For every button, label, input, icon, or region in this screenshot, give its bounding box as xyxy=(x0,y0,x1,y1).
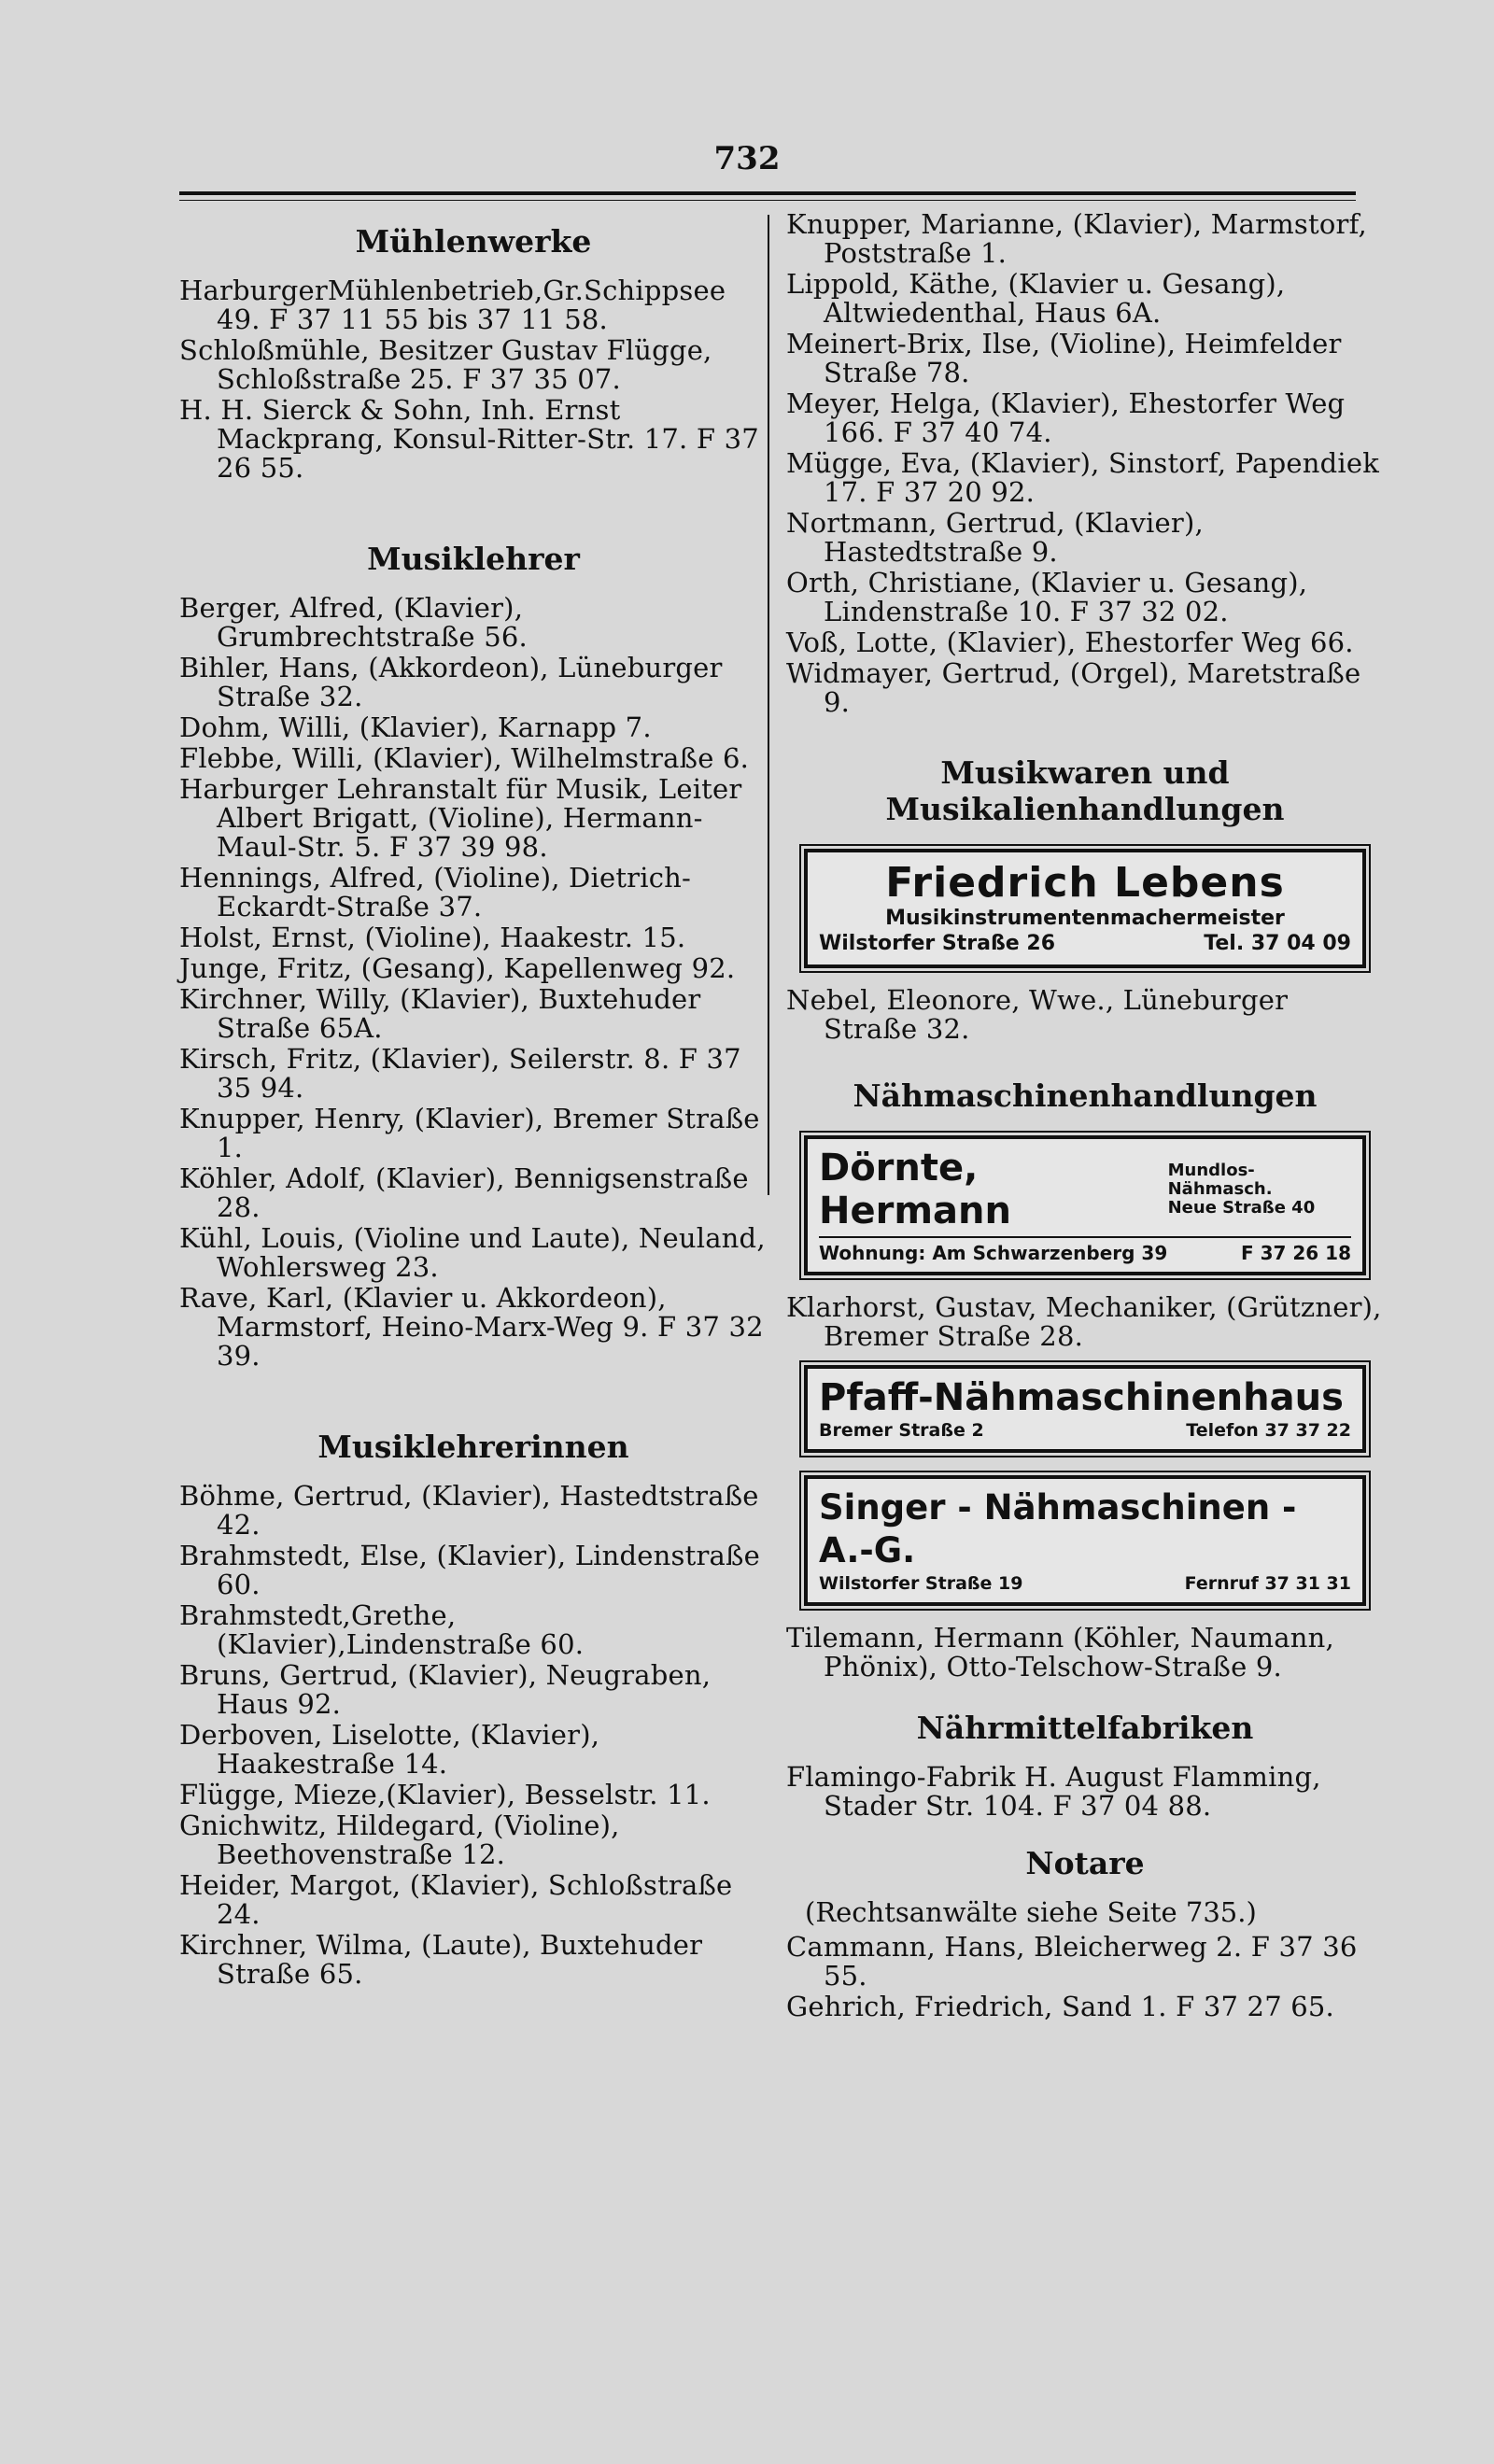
list-item: Cammann, Hans, Bleicherweg 2. F 37 36 55. xyxy=(786,1931,1358,1992)
ad-phone: Fernruf 37 31 31 xyxy=(1184,1573,1351,1594)
header-rule xyxy=(179,191,1356,195)
list-item: H. H. Sierck & Sohn, Inh. Ernst Mackprang, Konsul-Ritter-Str. 17. F 37 26 55. xyxy=(179,394,759,484)
ad-company-name: Friedrich Lebens xyxy=(885,859,1285,907)
list-item: Lippold, Käthe, (Klavier u. Gesang), Altwiedenthal, Haus 6A. xyxy=(786,268,1286,329)
ad-phone: Tel. 37 04 09 xyxy=(1204,932,1351,955)
header-rule-thin xyxy=(179,200,1356,201)
advertisement-box xyxy=(804,1135,1366,1275)
advertisement-box xyxy=(804,1475,1366,1606)
list-item: Knupper, Marianne, (Klavier), Marmstorf, Poststraße 1. xyxy=(786,208,1367,269)
list-item: Widmayer, Gertrud, (Orgel), Maretstraße 9. xyxy=(786,657,1361,718)
list-item: Gehrich, Friedrich, Sand 1. F 37 27 65. xyxy=(786,1991,1334,2022)
list-item: Köhler, Adolf, (Klavier), Bennigsenstraße 28. xyxy=(179,1162,749,1223)
ad-phone: F 37 26 18 xyxy=(1240,1242,1351,1264)
ad-company-name: Dörnte, Hermann xyxy=(819,1147,1011,1232)
section-heading: Nähmaschinenhandlungen xyxy=(853,1077,1318,1114)
list-item: Harburger Lehranstalt für Musik, Leiter Albert Brigatt, (Violine), Hermann-Maul-Str. 5. F 37 39 98. xyxy=(179,773,742,863)
section-heading: Musikwaren und Musikalienhandlungen xyxy=(885,754,1285,827)
list-item: Junge, Fritz, (Gesang), Kapellenweg 92. xyxy=(179,952,736,984)
list-item: Knupper, Henry, (Klavier), Bremer Straße 1. xyxy=(179,1103,760,1163)
cross-reference-note: (Rechtsanwälte siehe Seite 735.) xyxy=(805,1896,1257,1928)
list-item: Kühl, Louis, (Violine und Laute), Neuland, Wohlersweg 23. xyxy=(179,1222,766,1283)
list-item: Kirchner, Wilma, (Laute), Buxtehuder Straße 65. xyxy=(179,1929,703,1990)
list-item: HarburgerMühlenbetrieb,Gr.Schippsee 49. F 37 11 55 bis 37 11 58. xyxy=(179,275,726,335)
right-column xyxy=(786,210,1384,2023)
list-item: Brahmstedt, Else, (Klavier), Lindenstraße 60. xyxy=(179,1540,760,1600)
list-item: Nebel, Eleonore, Wwe., Lüneburger Straße 32. xyxy=(786,984,1289,1045)
list-item: Brahmstedt,Grethe,(Klavier),Lindenstraße 60. xyxy=(179,1599,585,1660)
ad-company-name: Singer - Nähmaschinen - A.-G. xyxy=(819,1487,1297,1570)
ad-contact-row xyxy=(819,1419,1351,1442)
list-item: Tilemann, Hermann (Köhler, Naumann, Phönix), Otto-Telschow-Straße 9. xyxy=(786,1622,1334,1683)
ad-subtitle: Musikinstrumentenmachermeister xyxy=(885,907,1285,930)
list-item: Gnichwitz, Hildegard, (Violine), Beethovenstraße 12. xyxy=(179,1809,620,1870)
ad-side-line: Neue Straße 40 xyxy=(1167,1198,1316,1218)
ad-contact-row xyxy=(819,1236,1351,1264)
advertisement-box xyxy=(804,849,1366,968)
list-item: Dohm, Willi, (Klavier), Karnapp 7. xyxy=(179,711,652,743)
column-divider xyxy=(768,215,769,1195)
list-item: Klarhorst, Gustav, Mechaniker, (Grützner), Bremer Straße 28. xyxy=(786,1291,1382,1352)
ad-address: Wilstorfer Straße 19 xyxy=(819,1573,1023,1594)
advertisement-lebens xyxy=(799,844,1371,973)
list-item: Heider, Margot, (Klavier), Schloßstraße 24. xyxy=(179,1869,733,1930)
advertisement-pfaff xyxy=(799,1360,1371,1457)
list-item: Bruns, Gertrud, (Klavier), Neugraben, Haus 92. xyxy=(179,1659,712,1720)
ad-home-address: Wohnung: Am Schwarzenberg 39 xyxy=(819,1242,1168,1264)
list-item: Mügge, Eva, (Klavier), Sinstorf, Papendiek 17. F 37 20 92. xyxy=(786,447,1380,508)
section-heading: Musiklehrerinnen xyxy=(317,1429,629,1465)
ad-top-row xyxy=(819,1147,1351,1232)
list-item: Orth, Christiane, (Klavier u. Gesang), Lindenstraße 10. F 37 32 02. xyxy=(786,567,1308,627)
list-item: Derboven, Liselotte, (Klavier), Haakestraße 14. xyxy=(179,1719,600,1780)
list-item: Kirchner, Willy, (Klavier), Buxtehuder Straße 65A. xyxy=(179,983,701,1044)
ad-address: Wilstorfer Straße 26 xyxy=(819,932,1055,955)
section-heading: Nährmittelfabriken xyxy=(916,1710,1254,1746)
list-item: Flamingo-Fabrik H. August Flamming, Stader Str. 104. F 37 04 88. xyxy=(786,1761,1321,1822)
advertisement-singer xyxy=(799,1471,1371,1611)
ad-side-text xyxy=(1168,1162,1351,1218)
ad-address: Bremer Straße 2 xyxy=(819,1420,984,1441)
list-item: Voß, Lotte, (Klavier), Ehestorfer Weg 66. xyxy=(786,627,1354,658)
list-item: Hennings, Alfred, (Violine), Dietrich-Eckardt-Straße 37. xyxy=(179,862,692,922)
ad-company-name: Pfaff-Nähmaschinenhaus xyxy=(819,1376,1344,1419)
list-item: Berger, Alfred, (Klavier), Grumbrechtstraße 56. xyxy=(179,592,528,653)
section-heading: Mühlenwerke xyxy=(355,223,592,260)
list-item: Rave, Karl, (Klavier u. Akkordeon), Marmstorf, Heino-Marx-Weg 9. F 37 32 39. xyxy=(179,1282,764,1372)
list-item: Böhme, Gertrud, (Klavier), Hastedtstraße 42. xyxy=(179,1480,759,1541)
ad-contact-row xyxy=(819,1572,1351,1595)
list-item: Bihler, Hans, (Akkordeon), Lüneburger Straße 32. xyxy=(179,652,723,712)
list-item: Kirsch, Fritz, (Klavier), Seilerstr. 8. F 37 35 94. xyxy=(179,1043,741,1104)
list-item: Schloßmühle, Besitzer Gustav Flügge, Schloßstraße 25. F 37 35 07. xyxy=(179,334,712,395)
list-item: Flebbe, Willi, (Klavier), Wilhelmstraße 6. xyxy=(179,742,750,774)
list-item: Meinert-Brix, Ilse, (Violine), Heimfelder Straße 78. xyxy=(786,328,1342,388)
section-heading: Notare xyxy=(1025,1845,1145,1881)
left-column xyxy=(179,210,768,1991)
advertisement-doernte xyxy=(799,1131,1371,1280)
page-number: 732 xyxy=(713,140,781,177)
ad-side-line: Mundlos-Nähmasch. xyxy=(1167,1161,1273,1199)
list-item: Flügge, Mieze,(Klavier), Besselstr. 11. xyxy=(179,1779,711,1810)
section-heading: Musiklehrer xyxy=(367,541,580,577)
list-item: Nortmann, Gertrud, (Klavier), Hastedtstraße 9. xyxy=(786,507,1204,568)
list-item: Meyer, Helga, (Klavier), Ehestorfer Weg 166. F 37 40 74. xyxy=(786,387,1346,448)
ad-contact-row xyxy=(819,931,1351,957)
advertisement-box xyxy=(804,1365,1366,1453)
list-item: Holst, Ernst, (Violine), Haakestr. 15. xyxy=(179,922,686,953)
ad-phone: Telefon 37 37 22 xyxy=(1186,1420,1351,1441)
